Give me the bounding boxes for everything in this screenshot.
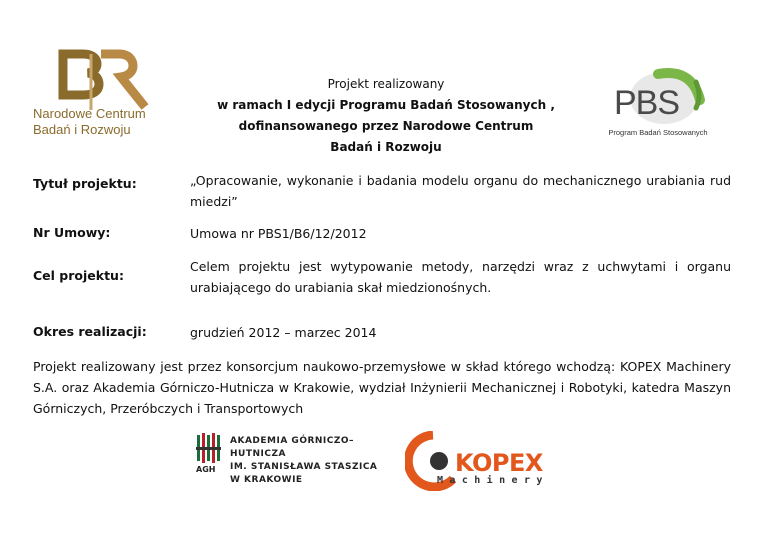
agh-name-line1: AKADEMIA GÓRNICZO–HUTNICZA (230, 436, 355, 459)
kopex-logo (405, 431, 575, 491)
goal-label: Cel projektu: (33, 268, 124, 283)
agh-name-line2: IM. STANISŁAWA STASZICA (230, 462, 378, 472)
title-label: Tytuł projektu: (33, 176, 137, 191)
ncbr-br-mark (55, 48, 165, 110)
kopex-subtitle: Machinery (437, 475, 549, 486)
kopex-wordmark: KOPEX (455, 449, 543, 477)
svg-text:PBS: PBS (614, 84, 680, 122)
pbs-caption: Program Badań Stosowanych (608, 128, 708, 137)
contract-value: Umowa nr PBS1/B6/12/2012 (190, 226, 367, 241)
ncbr-name-line2: Badań i Rozwoju (33, 122, 131, 137)
agh-logo (196, 433, 396, 485)
title-value: „Opracowanie, wykonanie i badania modelu organu do mechanicznego urabiania rud miedzi” (190, 173, 731, 209)
agh-emblem (196, 433, 226, 467)
agh-abbr: AGH (196, 465, 216, 474)
period-value: grudzień 2012 – marzec 2014 (190, 325, 377, 340)
project-header (190, 74, 582, 158)
period-label: Okres realizacji: (33, 324, 147, 339)
pbs-logo (598, 62, 718, 142)
ncbr-name-line1: Narodowe Centrum (33, 106, 146, 121)
header-line2: w ramach I edycji Programu Badań Stosowanych , (217, 98, 555, 112)
header-line4: Badań i Rozwoju (330, 140, 442, 154)
ncbr-logo (33, 48, 183, 138)
agh-name-line3: W KRAKOWIE (230, 475, 303, 485)
pbs-globe-mark (598, 62, 718, 128)
header-line1: Projekt realizowany (327, 77, 445, 91)
goal-value: Celem projektu jest wytypowanie metody, narzędzi wraz z uchwytami i organu urabiającego do urabiania skał miedzionośnych. (190, 259, 731, 295)
contract-label: Nr Umowy: (33, 225, 111, 240)
header-line3: dofinansowanego przez Narodowe Centrum (238, 119, 534, 133)
consortium-paragraph: Projekt realizowany jest przez konsorcjum naukowo-przemysłowe w skład którego wchodzą: KOPEX Machinery S.A. oraz Akademia Górniczo-Hutnicza w Krakowie, wydział Inżynierii Mechanicznej i Robotyki, katedra Maszyn Górniczych, Przeróbczych i Transportowych (33, 359, 731, 416)
